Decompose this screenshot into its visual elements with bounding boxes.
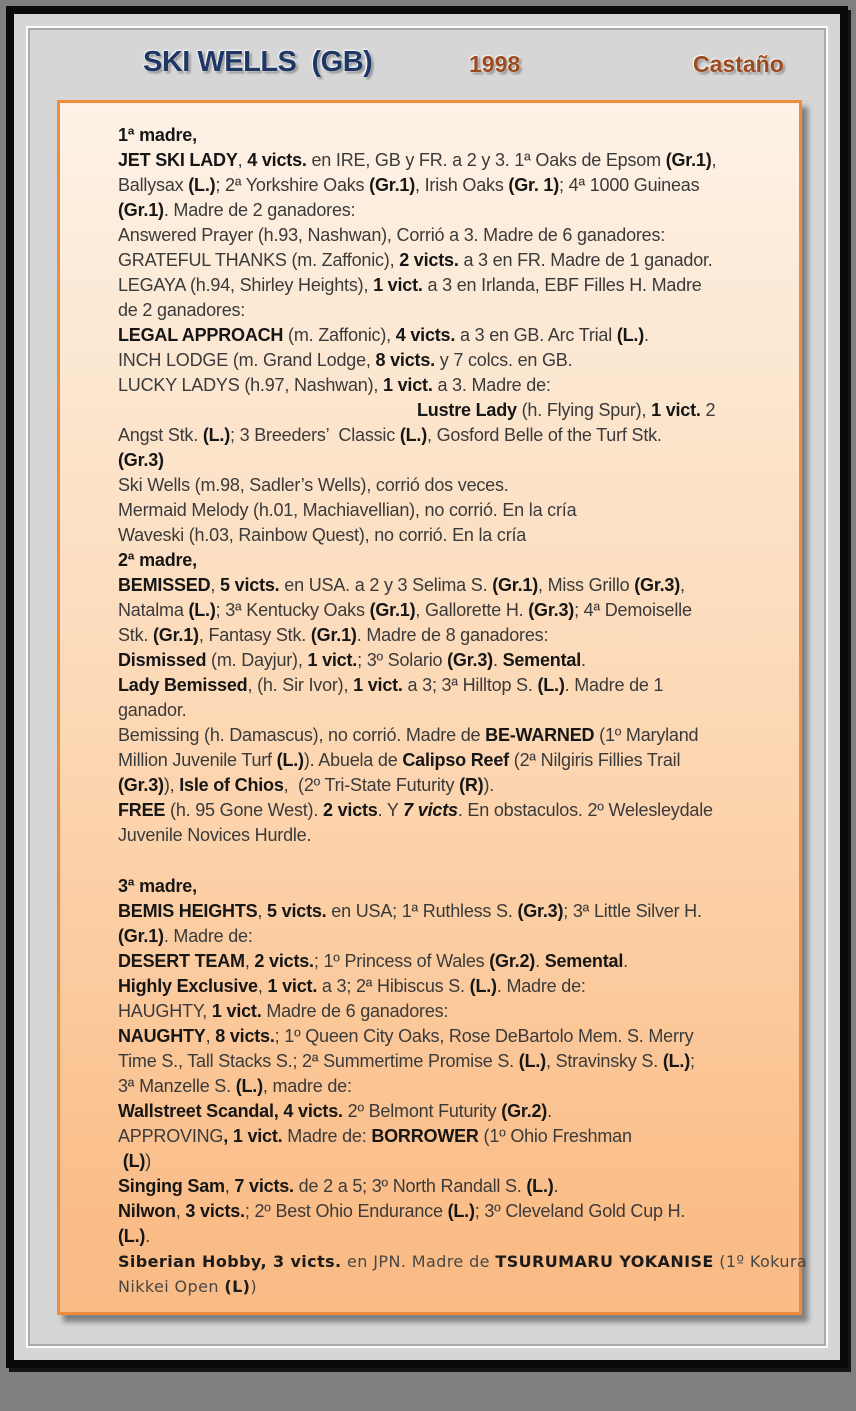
text-run: a 3; 2ª Hibiscus S. xyxy=(317,976,470,996)
text-run: ; 4ª 1000 Guineas xyxy=(559,175,700,195)
text-line xyxy=(118,748,761,773)
text-run: (Gr.2) xyxy=(501,1101,548,1121)
text-line xyxy=(118,999,761,1024)
text-line xyxy=(118,1149,761,1174)
text-run: (Gr.1) xyxy=(118,926,164,946)
text-run: (h. 95 Gone West). xyxy=(165,800,323,820)
text-run: ). Abuela de xyxy=(303,750,403,770)
text-run: , xyxy=(257,976,268,996)
text-line xyxy=(118,473,761,498)
text-run: Nikkei Open xyxy=(118,1277,225,1296)
text-run: a 3 en FR. Madre de 1 ganador. xyxy=(458,250,713,270)
text-run: Angst Stk. xyxy=(118,425,203,445)
text-run: (m. Zaffonic), xyxy=(283,325,396,345)
text-run: , xyxy=(711,150,717,170)
text-run: 2º Belmont Futurity xyxy=(342,1101,502,1121)
text-line xyxy=(118,173,761,198)
text-run: 1 vict. xyxy=(651,400,701,420)
text-run: (Gr.3) xyxy=(634,575,681,595)
text-run: 4 victs. xyxy=(395,325,456,345)
text-run: 8 victs. xyxy=(375,350,435,370)
text-run: (Gr.1) xyxy=(118,200,164,220)
text-run: . xyxy=(145,1226,150,1246)
text-run: Juvenile Novices Hurdle. xyxy=(118,825,312,845)
text-run: Singing Sam xyxy=(118,1176,225,1196)
text-run: APPROVING xyxy=(118,1126,224,1146)
text-run: , Gallorette H. xyxy=(415,600,529,620)
text-run: , xyxy=(237,150,248,170)
text-run: de 2 a 5; 3º North Randall S. xyxy=(293,1176,527,1196)
text-run: 2 victs. xyxy=(399,250,459,270)
text-line xyxy=(118,698,761,723)
pedigree-text xyxy=(118,123,808,1299)
text-run: (L.) xyxy=(276,750,304,770)
text-line xyxy=(118,1049,761,1074)
text-run: Lady Bemissed xyxy=(118,675,248,695)
text-run: Semental xyxy=(544,951,624,971)
text-line xyxy=(118,498,761,523)
text-run: (L.) xyxy=(188,600,216,620)
text-run: (L.) xyxy=(118,1226,146,1246)
text-run: (L) xyxy=(122,1151,146,1171)
text-run: (m. Dayjur), xyxy=(206,650,308,670)
text-run: (L.) xyxy=(235,1076,263,1096)
text-run: (L) xyxy=(224,1277,251,1296)
text-line xyxy=(118,423,761,448)
text-run: Isle of Chios xyxy=(179,775,284,795)
header xyxy=(14,42,840,96)
text-run: , xyxy=(244,951,255,971)
text-run: DESERT TEAM xyxy=(118,951,245,971)
text-run: BEMIS HEIGHTS xyxy=(118,901,258,921)
text-run: , Gosford Belle of the Turf Stk. xyxy=(427,425,662,445)
text-run: ) xyxy=(145,1151,151,1171)
text-run: Time S., Tall Stacks S.; 2ª Summertime Promise S. xyxy=(118,1051,519,1071)
text-run: , (2º Tri-State Futurity xyxy=(283,775,460,795)
text-run: , xyxy=(257,901,268,921)
text-run: ; 1º Princess of Wales xyxy=(313,951,490,971)
text-run: , Irish Oaks xyxy=(415,175,509,195)
horse-name-title: SKI WELLS (GB) xyxy=(143,46,373,78)
text-line xyxy=(118,974,761,999)
text-run: (Gr.1) xyxy=(369,600,416,620)
text-run: 2ª madre, xyxy=(118,550,197,570)
text-run: 2 xyxy=(700,400,716,420)
text-run: Madre de: xyxy=(282,1126,372,1146)
text-run: ganador. xyxy=(118,700,187,720)
birth-year: 1998 xyxy=(469,51,521,77)
text-line xyxy=(118,1099,761,1124)
text-run: , madre de: xyxy=(262,1076,352,1096)
text-line xyxy=(118,398,761,423)
text-run: (Gr.1) xyxy=(492,575,539,595)
text-run: 2 victs xyxy=(322,800,378,820)
text-run: (R) xyxy=(459,775,484,795)
text-run: ) xyxy=(250,1277,258,1296)
text-run: . Madre de 8 ganadores: xyxy=(356,625,549,645)
text-run: (Gr.3) xyxy=(528,600,575,620)
text-line xyxy=(118,673,761,698)
text-line xyxy=(118,1224,761,1249)
text-run: , xyxy=(680,575,685,595)
text-run: Ballysax xyxy=(118,175,189,195)
text-run: ). xyxy=(483,775,495,795)
text-run: , xyxy=(210,575,221,595)
text-line xyxy=(118,874,761,899)
text-run: Madre de 6 ganadores: xyxy=(261,1001,449,1021)
text-line xyxy=(118,648,761,673)
text-run: (Gr. 1) xyxy=(508,175,560,195)
text-run: Lustre Lady xyxy=(417,400,517,420)
text-run: (L.) xyxy=(616,325,645,345)
text-line xyxy=(118,1024,761,1049)
text-run: (L.) xyxy=(518,1051,546,1071)
text-run: 3 victs. xyxy=(185,1201,245,1221)
text-run: , (h. Sir Ivor), xyxy=(247,675,354,695)
text-line xyxy=(118,823,761,848)
text-line xyxy=(118,623,761,648)
text-run: . Madre de: xyxy=(163,926,253,946)
text-run: (Gr.3) xyxy=(118,450,164,470)
text-line xyxy=(118,773,761,798)
text-run: , xyxy=(205,1026,216,1046)
text-run: , Stravinsky S. xyxy=(545,1051,663,1071)
text-line xyxy=(118,1124,761,1149)
text-run: . Madre de: xyxy=(496,976,586,996)
text-run: , xyxy=(224,1176,235,1196)
text-run: 1 vict. xyxy=(211,1001,262,1021)
text-run: (Gr.1) xyxy=(153,625,199,645)
text-run: 7 victs. xyxy=(234,1176,294,1196)
text-run: LEGAL APPROACH xyxy=(118,325,284,345)
text-run: 2 victs. xyxy=(254,951,314,971)
text-run: 1 vict. xyxy=(373,275,423,295)
text-run: Highly Exclusive xyxy=(118,976,258,996)
text-run: ; 2ª Yorkshire Oaks xyxy=(215,175,370,195)
text-line xyxy=(118,298,761,323)
text-run: en IRE, GB y FR. a 2 y 3. 1ª Oaks de Epsom xyxy=(306,150,666,170)
text-run: ; xyxy=(690,1051,695,1071)
text-run: HAUGHTY, xyxy=(118,1001,212,1021)
text-line xyxy=(118,924,761,949)
text-line xyxy=(118,148,761,173)
text-run: 5 victs. xyxy=(267,901,327,921)
text-run: (1º Ohio Freshman xyxy=(478,1126,632,1146)
text-run: . xyxy=(535,951,545,971)
text-run: ; 2º Best Ohio Endurance xyxy=(244,1201,448,1221)
text-run: en USA. a 2 y 3 Selima S. xyxy=(279,575,493,595)
text-run: y 7 colcs. en GB. xyxy=(434,350,573,370)
text-run: Semental xyxy=(502,650,581,670)
text-run: Ski Wells (m.98, Sadler’s Wells), corrió dos veces. xyxy=(118,475,509,495)
text-run: 1ª madre, xyxy=(118,125,197,145)
text-run: (Gr.3) xyxy=(118,775,164,795)
text-run: ; 1º Queen City Oaks, Rose DeBartolo Mem. S. Merry xyxy=(274,1026,694,1046)
text-run: BORROWER xyxy=(371,1126,479,1146)
text-run: , Miss Grillo xyxy=(538,575,635,595)
text-run: NAUGHTY xyxy=(118,1026,206,1046)
text-run: GRATEFUL THANKS (m. Zaffonic), xyxy=(118,250,400,270)
blank-line xyxy=(118,848,761,874)
text-run: 1 vict. xyxy=(307,650,358,670)
text-run: . xyxy=(492,650,503,670)
text-run: (L.) xyxy=(447,1201,475,1221)
text-run: ; 3 Breeders’ Classic xyxy=(230,425,400,445)
text-run: BE-WARNED xyxy=(485,725,595,745)
text-run: . xyxy=(581,650,586,670)
text-run: 4 victs. xyxy=(247,150,307,170)
text-run: (L.) xyxy=(188,175,216,195)
text-run: Million Juvenile Turf xyxy=(118,750,277,770)
text-run: ; 3ª Kentucky Oaks xyxy=(215,600,370,620)
text-run: , Fantasy Stk. xyxy=(198,625,311,645)
text-run: (L.) xyxy=(662,1051,690,1071)
text-run: , xyxy=(175,1201,186,1221)
text-run: Stk. xyxy=(118,625,154,645)
text-run: (L.) xyxy=(202,425,231,445)
text-run: . Y xyxy=(377,800,404,820)
text-line xyxy=(118,523,761,548)
text-run: BEMISSED xyxy=(118,575,211,595)
text-run: , 1 vict. xyxy=(223,1126,283,1146)
text-run: . Madre de 1 xyxy=(564,675,664,695)
text-line xyxy=(118,1174,761,1199)
text-run: (Gr.2) xyxy=(489,951,536,971)
text-run: Answered Prayer (h.93, Nashwan), Corrió a 3. Madre de 6 ganadores: xyxy=(118,225,666,245)
text-line xyxy=(118,573,761,598)
text-run: 1 vict. xyxy=(353,675,403,695)
text-line xyxy=(118,798,761,823)
coat-color-label: Castaño xyxy=(693,51,784,77)
text-line xyxy=(118,123,761,148)
text-line xyxy=(118,548,761,573)
text-run: (L.) xyxy=(537,675,565,695)
text-run: a 3 en Irlanda, EBF Filles H. Madre xyxy=(422,275,702,295)
text-run: 1 vict. xyxy=(267,976,318,996)
text-line xyxy=(118,323,761,348)
text-line xyxy=(118,248,761,273)
text-line xyxy=(118,598,761,623)
text-run: FREE xyxy=(118,800,166,820)
text-run: (Gr.1) xyxy=(310,625,357,645)
text-run: . xyxy=(547,1101,552,1121)
text-run: 7 victs xyxy=(403,800,458,820)
text-run: Calipso Reef xyxy=(402,750,509,770)
text-line xyxy=(118,1074,761,1099)
slide-frame xyxy=(6,6,848,1368)
text-run: . xyxy=(644,325,649,345)
text-run: 3ª madre, xyxy=(118,876,197,896)
text-run: a 3; 3ª Hilltop S. xyxy=(402,675,538,695)
text-run: (Gr.1) xyxy=(369,175,415,195)
text-run: (L.) xyxy=(469,976,497,996)
text-run: TSURUMARU YOKANISE xyxy=(495,1252,714,1271)
text-run: 3ª Manzelle S. xyxy=(118,1076,236,1096)
text-run: ; 3ª Little Silver H. xyxy=(563,901,702,921)
text-run: . xyxy=(623,951,628,971)
text-line xyxy=(118,198,761,223)
text-line xyxy=(118,1274,761,1299)
text-line xyxy=(118,1249,808,1274)
text-line xyxy=(118,899,761,924)
text-run: a 3. Madre de: xyxy=(432,375,551,395)
text-run: 5 victs. xyxy=(220,575,280,595)
text-run: Natalma xyxy=(118,600,189,620)
text-run: Wallstreet Scandal, 4 victs. xyxy=(118,1101,343,1121)
text-run: INCH LODGE (m. Grand Lodge, xyxy=(118,350,376,370)
text-run: (h. Flying Spur), xyxy=(516,400,652,420)
text-line xyxy=(118,1199,761,1224)
pedigree-panel xyxy=(57,100,808,1315)
text-run: en JPN. Madre de xyxy=(341,1252,496,1271)
text-run: a 3 en GB. Arc Trial xyxy=(455,325,617,345)
text-run: . xyxy=(553,1176,559,1196)
text-run: 8 victs. xyxy=(215,1026,275,1046)
text-run: Siberian Hobby, 3 victs. xyxy=(118,1252,342,1271)
text-run: ), xyxy=(163,775,180,795)
text-run: (Gr.3) xyxy=(517,901,564,921)
text-line xyxy=(118,273,761,298)
text-line xyxy=(118,373,761,398)
text-run: de 2 ganadores: xyxy=(118,300,246,320)
text-run: Mermaid Melody (h.01, Machiavellian), no corrió. En la cría xyxy=(118,500,577,520)
text-run: (Gr.3) xyxy=(447,650,493,670)
text-run: (2ª Nilgiris Fillies Trail xyxy=(508,750,681,770)
text-run: JET SKI LADY xyxy=(118,150,238,170)
text-run: (1º Kokura xyxy=(713,1252,808,1271)
text-run: ; 4ª Demoiselle xyxy=(574,600,692,620)
text-run: Nilwon xyxy=(118,1201,176,1221)
text-run: ; 3º Solario xyxy=(357,650,448,670)
text-run: 1 vict. xyxy=(383,375,433,395)
text-run: LUCKY LADYS (h.97, Nashwan), xyxy=(118,375,383,395)
text-run: . En obstaculos. 2º Welesleydale xyxy=(457,800,713,820)
text-run: Dismissed xyxy=(118,650,207,670)
text-run: Waveski (h.03, Rainbow Quest), no corrió. En la cría xyxy=(118,525,527,545)
text-line xyxy=(118,723,761,748)
text-run: (L.) xyxy=(399,425,428,445)
text-run: LEGAYA (h.94, Shirley Heights), xyxy=(118,275,374,295)
text-line xyxy=(118,949,761,974)
text-run: en USA; 1ª Ruthless S. xyxy=(326,901,518,921)
text-run: . Madre de 2 ganadores: xyxy=(163,200,356,220)
text-run: (L.) xyxy=(526,1176,554,1196)
text-line xyxy=(118,448,761,473)
text-line xyxy=(118,348,761,373)
text-run: Bemissing (h. Damascus), no corrió. Madre de xyxy=(118,725,486,745)
text-run: (1º Maryland xyxy=(594,725,699,745)
text-run: (Gr.1) xyxy=(665,150,712,170)
text-line xyxy=(118,223,761,248)
text-run: ; 3º Cleveland Gold Cup H. xyxy=(474,1201,686,1221)
